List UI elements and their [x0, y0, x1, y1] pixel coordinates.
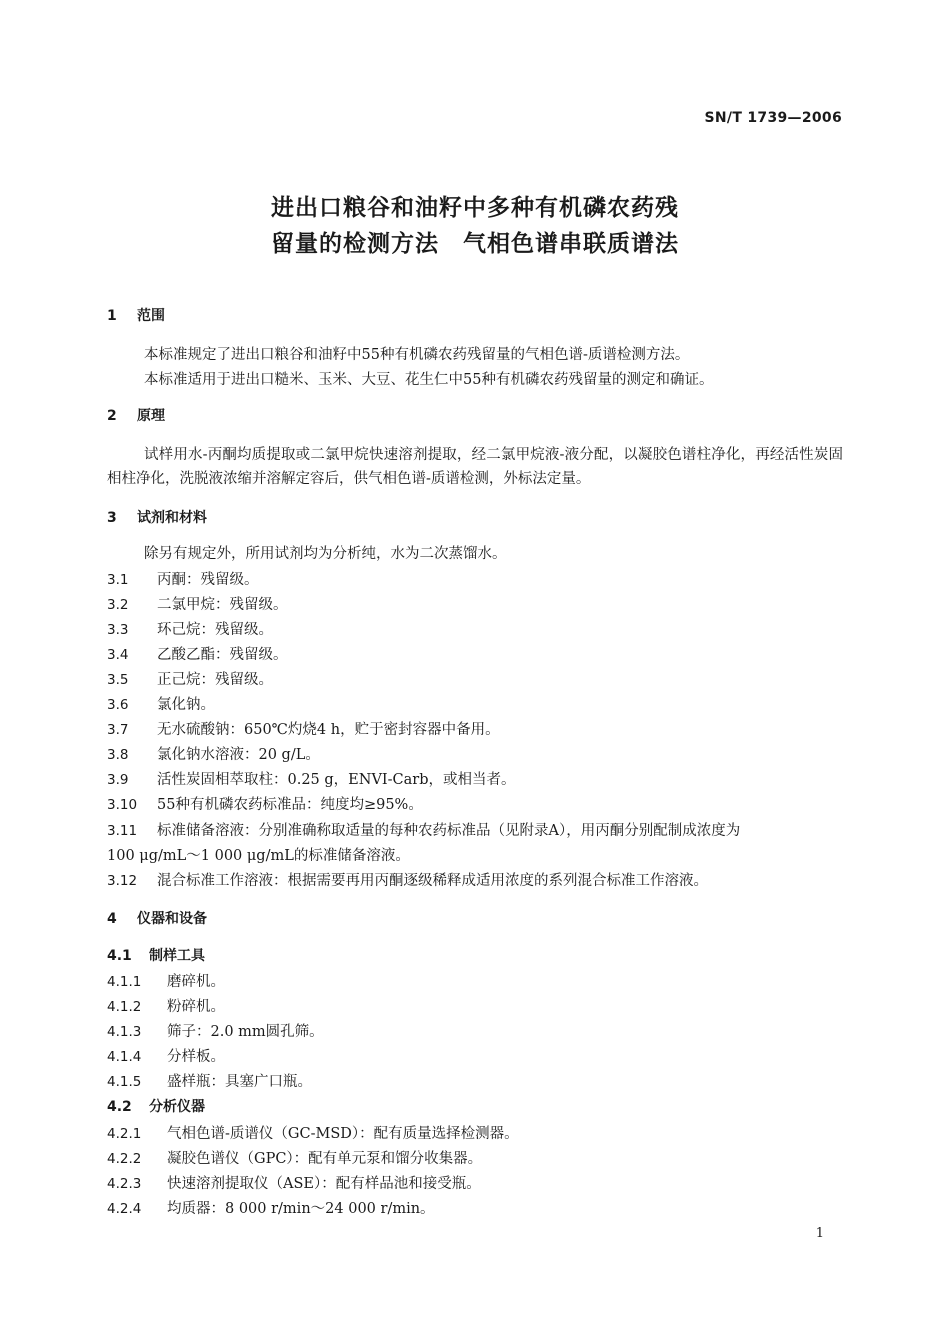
standard-code: SN/T 1739—2006	[704, 110, 842, 126]
list-item: 3.5 正己烷：残留级。	[107, 672, 273, 688]
list-item: 3.4 乙酸乙酯：残留级。	[107, 647, 288, 663]
section-title: 仪器和设备	[137, 911, 207, 927]
document-title	[0, 190, 950, 262]
list-item: 4.2.2 凝胶色谱仪（GPC）：配有单元泵和馏分收集器。	[107, 1151, 483, 1167]
reagents-intro: 除另有规定外，所用试剂均为分析纯，水为二次蒸馏水。	[144, 546, 507, 562]
subsection-heading: 4.1 制样工具	[107, 948, 205, 964]
list-item: 3.3 环己烷：残留级。	[107, 622, 273, 638]
section-title: 原理	[137, 408, 165, 424]
section-number: 2	[107, 408, 117, 424]
section-heading-reagents	[107, 507, 847, 527]
principle-paragraph: 试样用水-丙酮均质提取或二氯甲烷快速溶剂提取，经二氯甲烷液-液分配，以凝胶色谱柱净化，再经活性炭固相柱净化，洗脱液浓缩并溶解定容后，供气相色谱-质谱检测，外标法定量。	[107, 447, 843, 487]
section-number: 3	[107, 510, 117, 526]
section-heading-principle	[107, 405, 847, 425]
list-item: 3.6 氯化钠。	[107, 697, 215, 713]
list-item: 4.1.2 粉碎机。	[107, 999, 225, 1015]
section-heading-apparatus	[107, 908, 847, 928]
list-item-continuation: 100 μg/mL～1 000 μg/mL的标准储备溶液。	[107, 848, 410, 864]
list-item: 4.1.3 筛子：2.0 mm圆孔筛。	[107, 1024, 324, 1040]
list-item: 3.9 活性炭固相萃取柱：0.25 g，ENVI-Carb，或相当者。	[107, 772, 516, 788]
section-number: 1	[107, 308, 117, 324]
list-item: 4.2.3 快速溶剂提取仪（ASE）：配有样品池和接受瓶。	[107, 1176, 481, 1192]
list-item: 4.2.4 均质器：8 000 r/min～24 000 r/min。	[107, 1201, 435, 1217]
section-title: 试剂和材料	[137, 510, 207, 526]
title-line-1: 进出口粮谷和油籽中多种有机磷农药残	[271, 195, 679, 221]
list-item: 3.1 丙酮：残留级。	[107, 572, 259, 588]
page-number: 1	[815, 1226, 824, 1241]
list-item: 4.1.1 磨碎机。	[107, 974, 225, 990]
list-item: 3.7 无水硫酸钠：650℃灼烧4 h，贮于密封容器中备用。	[107, 722, 500, 738]
list-item: 4.1.5 盛样瓶：具塞广口瓶。	[107, 1074, 312, 1090]
scope-paragraph-1: 本标准规定了进出口粮谷和油籽中55种有机磷农药残留量的气相色谱-质谱检测方法。	[144, 347, 690, 363]
list-item: 4.1.4 分样板。	[107, 1049, 225, 1065]
section-heading-scope	[107, 305, 847, 325]
list-item: 3.8 氯化钠水溶液：20 g/L。	[107, 747, 320, 763]
section-title: 范围	[137, 308, 165, 324]
list-item: 3.2 二氯甲烷：残留级。	[107, 597, 288, 613]
scope-paragraph-2: 本标准适用于进出口糙米、玉米、大豆、花生仁中55种有机磷农药残留量的测定和确证。	[144, 372, 714, 388]
list-item: 3.12 混合标准工作溶液：根据需要再用丙酮逐级稀释成适用浓度的系列混合标准工作溶液。	[107, 873, 708, 889]
section-number: 4	[107, 911, 117, 927]
subsection-heading: 4.2 分析仪器	[107, 1099, 205, 1115]
list-item: 3.10 55种有机磷农药标准品：纯度均≥95%。	[107, 797, 423, 813]
list-item: 4.2.1 气相色谱-质谱仪（GC-MSD）：配有质量选择检测器。	[107, 1126, 519, 1142]
list-item: 3.11 标准储备溶液：分别准确称取适量的每种农药标准品（见附录A），用丙酮分别配制成浓度为	[107, 823, 741, 839]
title-line-2: 留量的检测方法 气相色谱串联质谱法	[271, 231, 679, 257]
